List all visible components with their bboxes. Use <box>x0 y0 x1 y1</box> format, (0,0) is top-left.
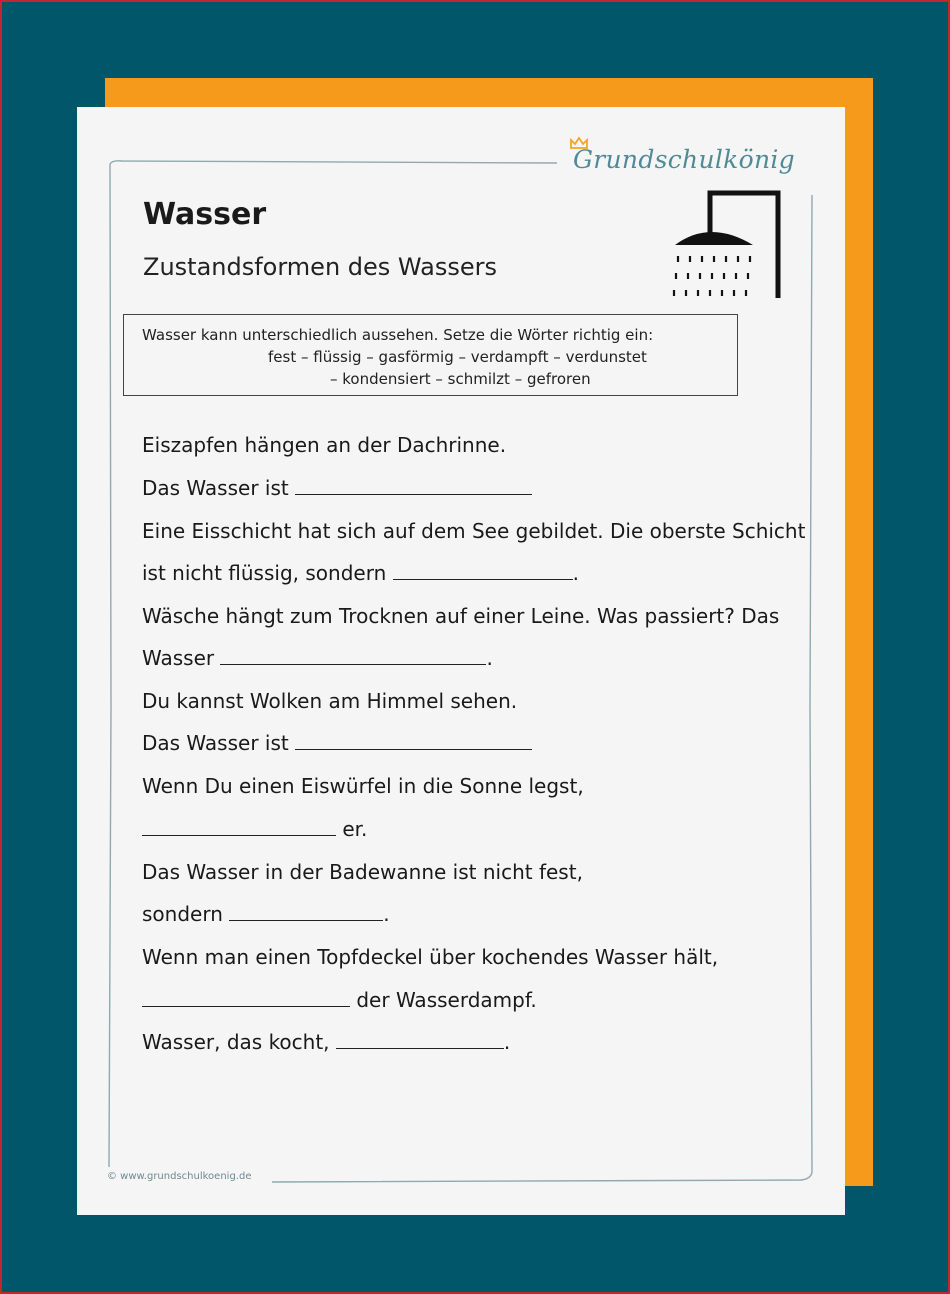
exercise-line: sondern . <box>142 902 390 926</box>
answer-blank[interactable] <box>336 1030 504 1049</box>
exercise-line: ist nicht flüssig, sondern . <box>142 561 579 585</box>
answer-blank[interactable] <box>220 646 486 665</box>
exercise-line: Das Wasser ist <box>142 731 532 755</box>
exercise-line: Das Wasser ist <box>142 476 532 500</box>
page-title: Wasser <box>143 197 267 232</box>
footer-copyright: © www.grundschulkoenig.de <box>107 1171 252 1182</box>
answer-blank[interactable] <box>229 902 383 921</box>
instructions-text: Wasser kann unterschiedlich aussehen. Setze die Wörter richtig ein: <box>142 326 654 344</box>
exercise-line: Wenn man einen Topfdeckel über kochendes Wasser hält, <box>142 945 719 969</box>
word-bank-box <box>123 314 738 396</box>
exercise-line: er. <box>142 817 367 841</box>
exercise-line: Wäsche hängt zum Trocknen auf einer Leine. Was passiert? Das <box>142 604 780 628</box>
answer-blank[interactable] <box>393 561 573 580</box>
brand-logo <box>573 145 795 174</box>
page-subtitle: Zustandsformen des Wassers <box>143 253 497 281</box>
answer-blank[interactable] <box>142 817 336 836</box>
exercise-line: Wasser, das kocht, . <box>142 1030 511 1054</box>
exercise-line: Eine Eisschicht hat sich auf dem See gebildet. Die oberste Schicht <box>142 519 806 543</box>
word-bank-line-1: fest – flüssig – gasförmig – verdampft – verdunstet <box>268 348 647 366</box>
answer-blank[interactable] <box>295 476 532 495</box>
logo-text: Grundschulkönig <box>573 145 795 174</box>
exercise-line: Das Wasser in der Badewanne ist nicht fest, <box>142 860 583 884</box>
exercise-line: Eiszapfen hängen an der Dachrinne. <box>142 433 507 457</box>
exercise-line: Wasser . <box>142 646 493 670</box>
answer-blank[interactable] <box>142 988 350 1007</box>
worksheet-page <box>77 107 845 1215</box>
answer-blank[interactable] <box>295 731 532 750</box>
exercise-line: der Wasserdampf. <box>142 988 537 1012</box>
word-bank-line-2: – kondensiert – schmilzt – gefroren <box>330 370 591 388</box>
exercise-line: Wenn Du einen Eiswürfel in die Sonne legst, <box>142 774 584 798</box>
exercise-line: Du kannst Wolken am Himmel sehen. <box>142 689 518 713</box>
crown-icon <box>569 136 589 150</box>
shower-icon <box>667 187 787 307</box>
